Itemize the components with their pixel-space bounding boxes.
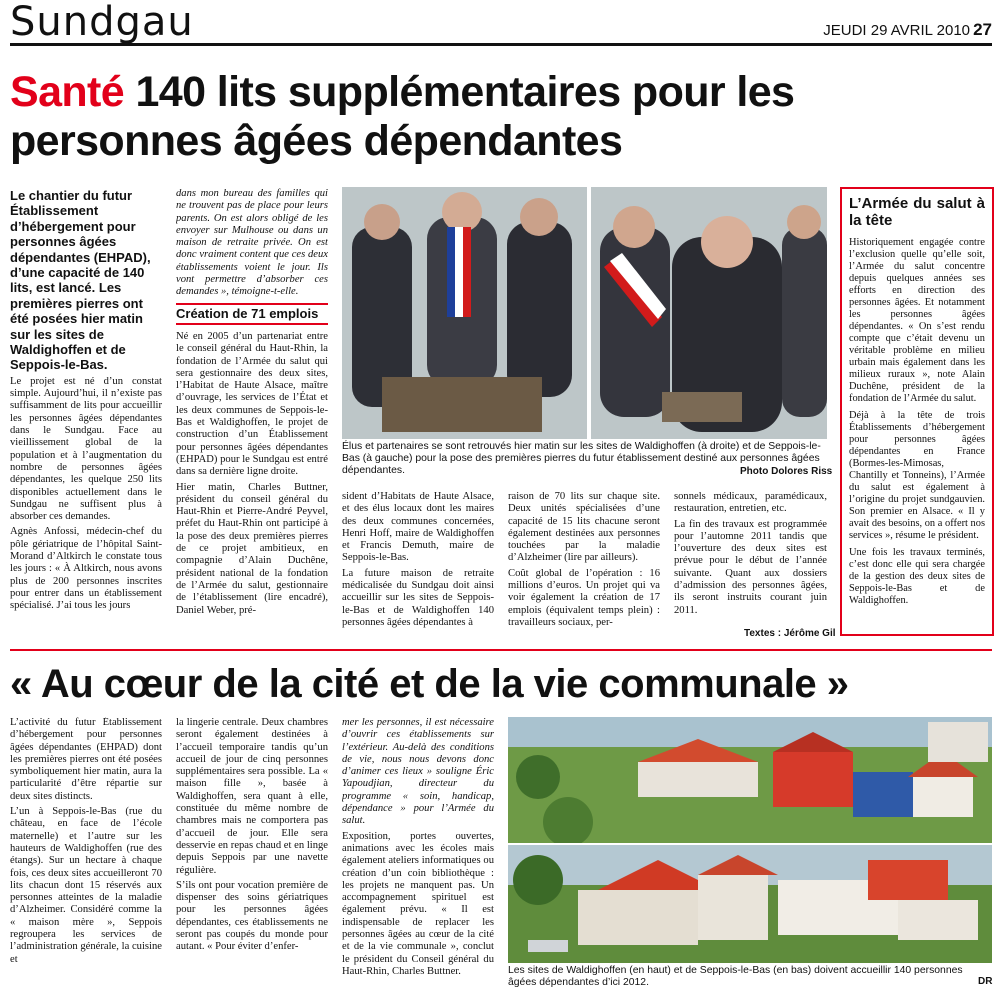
article2-column-3 bbox=[342, 717, 494, 983]
ceremony-photo-caption: Élus et partenaires se sont retrouvés hier matin sur les sites de Waldighoffen (à droite) et de Seppois-le-Bas (à gauche) pour la pose des premières pierres du futur établissement destiné aux personnes âgées dépendantes. bbox=[342, 441, 821, 476]
article1-column-2 bbox=[176, 188, 328, 640]
paragraph: La future maison de retraite médicalisée du Sundgau doit ainsi accueillir sur les sites de Seppois-le-Bas et de Waldighoffen 140 personnes âgées dépendantes à bbox=[342, 567, 494, 628]
paragraph: raison de 70 lits sur chaque site. Deux unités spécialisées d’une capacité de 15 lits chacune seront également destinées aux personnes touchées par la maladie d’Alzheimer (lire par ailleurs). bbox=[508, 491, 660, 564]
headline-kicker: Santé bbox=[10, 68, 125, 116]
page-number: 27 bbox=[973, 20, 992, 39]
paragraph: sonnels médicaux, paramédicaux, restauration, entretien, etc. bbox=[674, 491, 827, 515]
article1-column-3 bbox=[342, 491, 494, 640]
rendering-seppois bbox=[508, 845, 992, 963]
article1-column-1 bbox=[10, 188, 162, 640]
paragraph: Exposition, portes ouvertes, animations avec les écoles mais également ateliers informatiques ou création d’un coin bibliothèque : les projets ne manquent pas. Un accompagnement spirituel est également prévu. « Il est indispensable de replacer les personnes âgées au cœur de la cité et de la vie communale », conclut le président du Conseil général du Haut-Rhin, Charles Buttner. bbox=[342, 830, 494, 977]
section-title: Sundgau bbox=[10, 0, 194, 45]
section-divider bbox=[10, 649, 992, 651]
rendering-credit: DR bbox=[978, 976, 993, 987]
ceremony-photo-credit: Photo Dolores Riss bbox=[740, 466, 833, 477]
ceremony-photo bbox=[342, 187, 827, 439]
main-headline bbox=[10, 68, 1000, 166]
byline: Textes : Jérôme Gil bbox=[744, 628, 836, 639]
article1-column-5 bbox=[674, 491, 827, 626]
paragraph: Coût global de l’opération : 16 millions d’euros. Un projet qui va voir également la création de 17 emplois (équivalent temps plein) : travailleurs sociaux, per- bbox=[508, 567, 660, 628]
paragraph: sident d’Habitats de Haute Alsace, et des élus locaux dont les maires des deux communes concernées, Henri Hoff, maire de Waldighoffen et Francis Demuth, maire de Seppois-le-Bas. bbox=[342, 491, 494, 564]
sidebar-paragraph: Déjà à la tête de trois Établissements d’hébergement pour personnes âgées dépendantes en France (Bormes-les-Mimosas, Chantilly et Tonneins), l’Armée du salut est également à l’origine du projet sundgauvien. Son premier en Alsace. « Il y avait des besoins, on a offert nos services », résume le président. bbox=[849, 410, 985, 541]
paragraph: la lingerie centrale. Deux chambres seront également destinées à l’accueil temporaire tandis qu’un accueil de jour de cinq personnes supplémentaires sera possible. La « maison fille », basée à Waldighoffen, sera quant à elle, constituée du même nombre de chambres mais ne comportera pas d’accueil de jour. Elle sera desservie en repas chaud et en linge depuis Seppois par une navette régulière. bbox=[176, 717, 328, 876]
sidebar-paragraph: Une fois les travaux terminés, c’est donc elle qui sera chargée de la gestion des deux sites de Seppois-le-Bas et de Waldighoffen. bbox=[849, 547, 985, 606]
rendering-waldighoffen-illustration bbox=[508, 717, 992, 843]
masthead bbox=[10, 0, 992, 46]
paragraph: L’un à Seppois-le-Bas (rue du château, en face de l’école maternelle) et l’autre sur les hauteurs de Waldighoffen (rue des étangs). Sur un hectare à chaque fois, ces deux sites accueilleront 70 lits chacun dont 15 réservés aux personnes atteintes de la maladie d’Alzheimer. Considéré comme la « maison mère », Seppois regroupera les services de l’administration générale, la cuisine et bbox=[10, 806, 162, 965]
paragraph: Agnès Anfossi, médecin-chef du pôle gériatrique de l’hôpital Saint-Morand d’Altkirch le constate tous les jours : « À Altkirch, nous avons plus de 200 personnes inscrites pour entrer dans un établissement spécialisé. J’ai tous les jours bbox=[10, 526, 162, 612]
paragraph: S’ils ont pour vocation première de dispenser des soins gériatriques pour les personnes âgées dépendantes, ces établissements ne seront pas coupés du monde pour autant. « Pour éviter d’enfer- bbox=[176, 879, 328, 953]
article2-column-1 bbox=[10, 717, 162, 983]
paragraph: Né en 2005 d’un partenariat entre le conseil général du Haut-Rhin, la fondation de l’Armée du salut qui sera gestionnaire des deux sites, l’Habitat de Haute Alsace, maître d’ouvrage, les services de l’État et les deux communes de Seppois-le-Bas et Waldighoffen, le projet de construction d’un Établissement pour personnes âgées dépendantes (EHPAD) pour le Sundgau est entré dans sa dernière ligne droite. bbox=[176, 330, 328, 478]
sidebar-paragraph: Historiquement engagée contre l’exclusion quelle qu’elle soit, l’Armée du salut concentre depuis quelques années ses efforts en direction des personnes âgées. Et notamment les personnes âgées dépendantes. « On s’est rendu compte que c’était devenu un véritable problème en milieu urbain mais également dans les milieux ruraux », note Alain Duchêne, président de la fondation de l’Armée du salut. bbox=[849, 237, 985, 404]
paragraph: Le projet est né d’un constat simple. Aujourd’hui, il n’existe pas suffisamment de lits pour accueillir les personnes âgées dépendantes dans le Sundgau. Face au vieillissement global de la population et à l’augmentation du nombre de personnes âgées dépendantes, les quelque 250 lits disponibles actuellement dans le Sundgau ne suffisent plus à absorber ces demandes. bbox=[10, 375, 162, 523]
paragraph: dans mon bureau des familles qui ne trouvent pas de place pour leurs parents. On est alors obligé de les envoyer sur Mulhouse ou dans un maison de retraite privée. On est donc vraiment content que ces deux établissements voient le jour. Ils vont permettre d’absorber ces demandes », témoigne-t-elle. bbox=[176, 188, 328, 298]
dateline: JEUDI 29 AVRIL 2010 bbox=[823, 22, 970, 39]
sidebar-title: L’Armée du salut à la tête bbox=[849, 195, 985, 229]
rendering-seppois-illustration bbox=[508, 845, 992, 963]
article1-column-4 bbox=[508, 491, 660, 640]
headline-text: 140 lits supplémentaires pour les personnes âgées dépendantes bbox=[10, 68, 795, 165]
article2-column-2 bbox=[176, 717, 328, 983]
paragraph: La fin des travaux est programmée pour l’automne 2011 tandis que l’ouverture des deux sites est prévue pour le début de l’année suivante. Quant aux dossiers d’admission des personnes âgées, ils seront instruits courant juin 2011. bbox=[674, 518, 827, 616]
subheading: Création de 71 emplois bbox=[176, 303, 328, 325]
paragraph: mer les personnes, il est nécessaire d’ouvrir ces établissements sur l’extérieur. Au-delà des conditions de vie, nous nous devons donc d’animer ces lieux » souligne Éric Yapoudjian, directeur du programme « soin, handicap, dépendance » pour l’Armée du salut. bbox=[342, 717, 494, 827]
ceremony-photo-illustration bbox=[342, 187, 827, 439]
article1-lead: Le chantier du futur Établissement d’hébergement pour personnes âgées dépendantes (EHPAD), d’une capacité de 140 lits, est lancé. Les premières pierres ont été posées hier matin sur les sites de Waldighoffen et de Seppois-le-Bas. bbox=[10, 188, 151, 373]
sidebar-box bbox=[840, 187, 994, 636]
rendering-waldighoffen bbox=[508, 717, 992, 843]
paragraph: Hier matin, Charles Buttner, président du conseil général du Haut-Rhin et Pierre-André Peyvel, préfet du Haut-Rhin ont participé à la pose des deux premières pierres de ce projet ambitieux, en compagnie d’Alain Duchêne, président national de la fondation de l’Armée du salut, gestionnaire de l’établissement (lire encadré), Daniel Weber, pré- bbox=[176, 481, 328, 616]
paragraph: L’activité du futur Établissement d’hébergement pour personnes âgées dépendantes (EHPAD) dont les premières pierres ont été posées symboliquement hier matin, aura la particularité d’être répartie sur deux sites distincts. bbox=[10, 717, 162, 802]
rendering-caption: Les sites de Waldighoffen (en haut) et de Seppois-le-Bas (en bas) doivent accueillir 140 personnes âgées dépendantes d’ici 2012. bbox=[508, 965, 963, 988]
second-headline: « Au cœur de la cité et de la vie communale » bbox=[10, 662, 849, 706]
